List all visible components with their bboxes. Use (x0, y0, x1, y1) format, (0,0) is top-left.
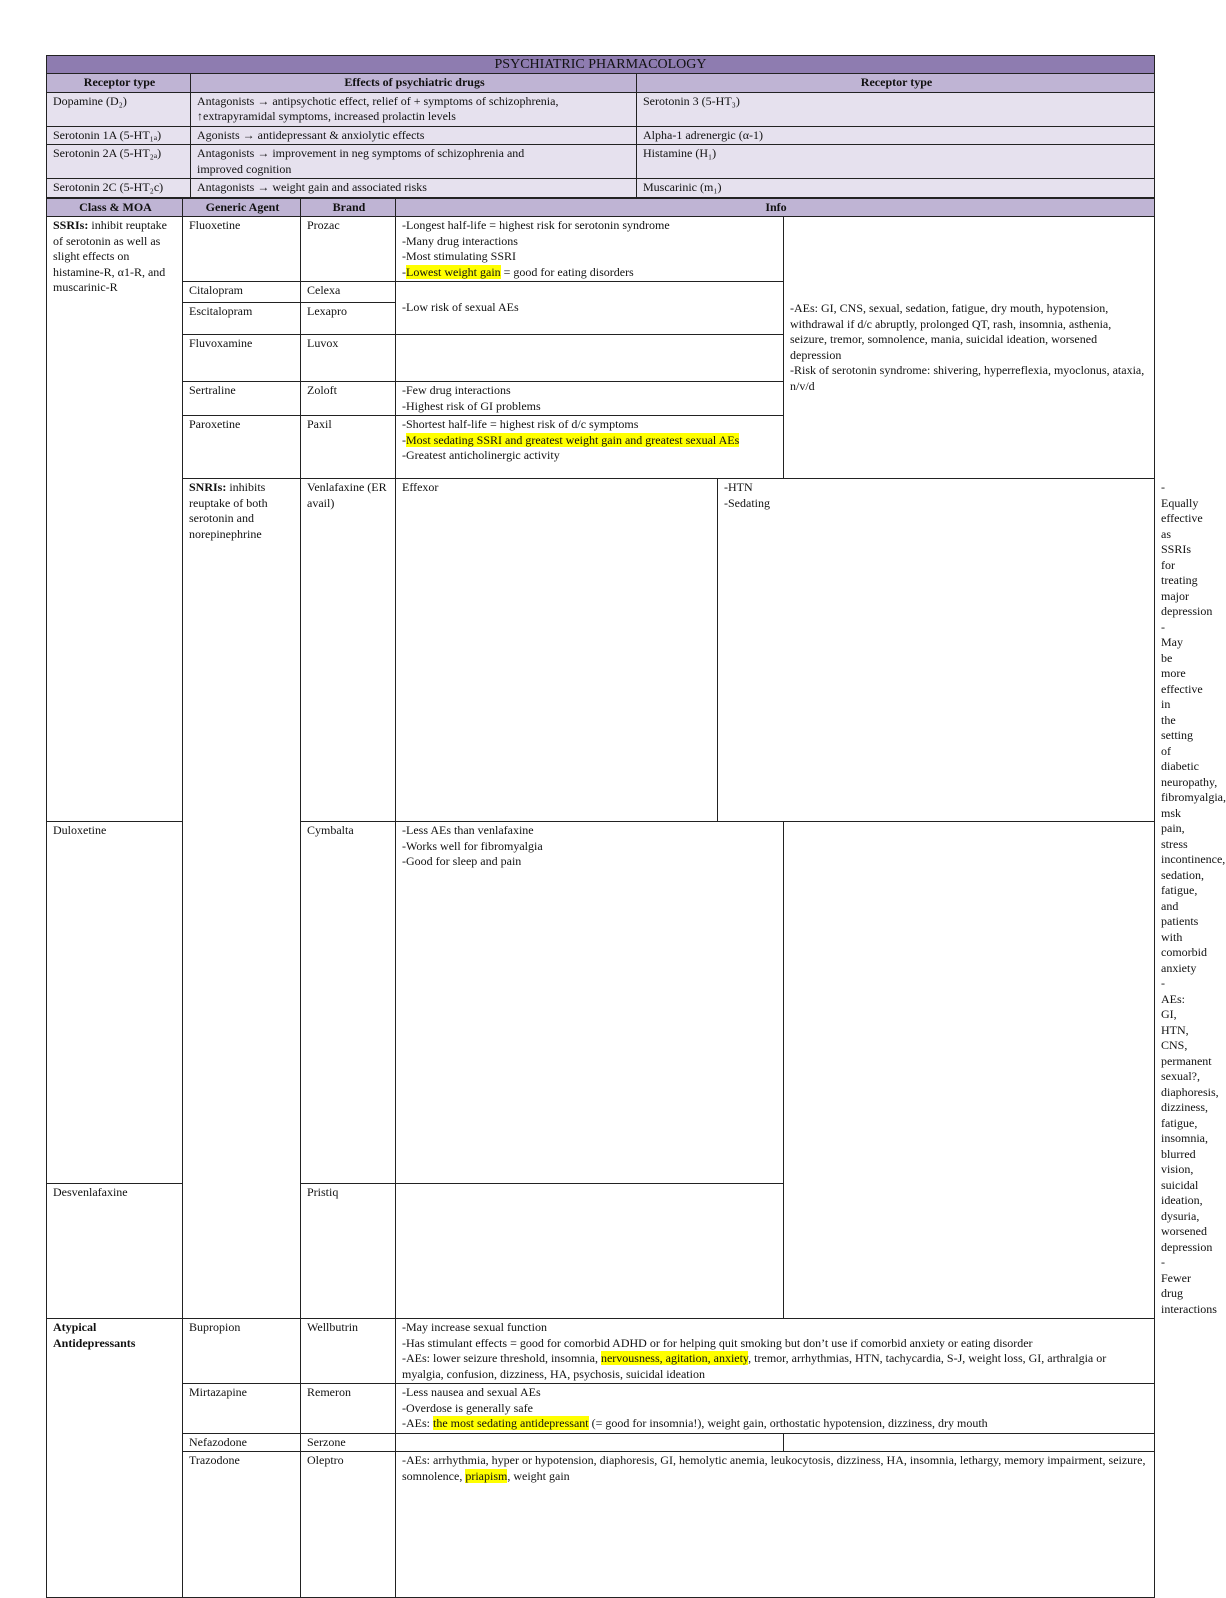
info-line (402, 1453, 1150, 1484)
receptor-effect (191, 145, 637, 179)
receptor-row (47, 179, 1155, 198)
generic-agent: Paroxetine (183, 416, 301, 479)
brand-name: Wellbutrin (301, 1319, 396, 1384)
drug-info (396, 1319, 1155, 1384)
info-text: -AEs: (402, 1416, 433, 1430)
info-line: -Risk of serotonin syndrome: shivering, hyperreflexia, myoclonus, ataxia, n/v/d (790, 363, 1150, 394)
info-line: -AEs: GI, CNS, sexual, sedation, fatigue, dry mouth, hypotension, withdrawal if d/c abruptly, prolonged QT, rash, insomnia, asthenia, seizure, tremor, somnolence, mania, suicidal ideation, worsened depression (790, 301, 1150, 363)
receptor-left: Serotonin 1A (5-HT₁ₐ) (47, 126, 191, 145)
brand-name: Oleptro (301, 1452, 396, 1598)
effect-line: Antagonists → improvement in neg symptoms of schizophrenia and (197, 146, 632, 162)
effects-header: Effects of psychiatric drugs (191, 74, 637, 93)
generic-agent: Venlafaxine (ER avail) (301, 479, 396, 822)
brand-name: Serzone (301, 1433, 396, 1452)
brand-name: Effexor (396, 479, 718, 822)
info-line (402, 1351, 1150, 1382)
info-line: -Good for sleep and pain (402, 854, 779, 870)
effect-line: Agonists → antidepressant & anxiolytic effects (197, 128, 632, 144)
receptor-header-left: Receptor type (47, 74, 191, 93)
highlight: priapism (465, 1469, 507, 1483)
brand-header: Brand (301, 198, 396, 217)
generic-header: Generic Agent (183, 198, 301, 217)
info-line: -Few drug interactions (402, 383, 779, 399)
brand-name: Zoloft (301, 382, 396, 416)
receptor-row (47, 126, 1155, 145)
effect-line: Antagonists → antipsychotic effect, relief of + symptoms of schizophrenia, (197, 94, 632, 110)
receptor-right: Muscarinic (m₁) (637, 179, 1155, 198)
receptor-table (46, 55, 1155, 198)
generic-agent: Fluoxetine (183, 217, 301, 282)
info-line: -Works well for fibromyalgia (402, 839, 779, 855)
drug-info (718, 479, 1155, 822)
info-header: Info (396, 198, 1155, 217)
receptor-right: Serotonin 3 (5-HT₃) (637, 92, 1155, 126)
info-text: , tremor, arrhythmias, HTN, tachycardia, S-J, weight loss, GI, arthralgia or myalgia, confusion, dizziness, HA, psychosis, suicidal ideation (402, 1351, 1106, 1381)
class-name: SNRIs: (189, 480, 226, 494)
info-line: -Most stimulating SSRI (402, 249, 779, 265)
drug-info (396, 335, 784, 382)
info-line: -Shortest half-life = highest risk of d/c symptoms (402, 417, 779, 433)
pharmacology-sheet (46, 55, 1154, 1598)
drug-table: Class & MOA Generic Agent Brand Info SSRIs: inhibit reuptake of serotonin as well as slight effects on histamine-R, α1-R, and muscarinic-R Fluoxetine Prozac -Longest half-life = highest risk for serotonin syndrome -Many drug interactions -Most stimulating SSRI -Lowest weight gain = good for eating disorders -AEs: GI, CNS, sexual, sedation, fatigue, dry mouth, hypotension, withdrawal if d/c abruptly, prolonged QT, rash, insomnia, asthenia, seizure, tremor, somnolence, mania, suicidal ideation, worsened depression -Risk of serotonin syndrome: shivering, hyperreflexia, myoclonus, ataxia, n/v/d Citalopram Celexa -Low risk of sexual AEs Escitalopram Lexapro Fluvoxamine Luvox Sertraline Zoloft -Few drug interactions -Highest risk of GI problems Paroxetine Paxil -Shortest half-life = highest risk of d/c symptoms -Most sedating SSRI and greatest weight gain and greatest sexual AEs -Greatest anticholinergic activity SNRIs: inhibits reuptake of both serotonin and norepinephrine Venlafaxine (ER avail) Effexor -HTN -Sedating -Equally effective as SSRIs for treating major depression -May be more effective in the setting of diabetic neuropathy, fibromyalgia, msk pain, stress incontinence, sedation, fatigue, and patients with comorbid anxiety -AEs: GI, HTN, CNS, permanent sexual?, diaphoresis, dizziness, fatigue, insomnia, blurred vision, suicidal ideation, dysuria, worsened depression -Fewer drug interactions Duloxetine Cymbalta -Less AEs than venlafaxine -Works well for fibromyalgia -Good for sleep and pain Desvenlafaxine Pristiq Atypical Antidepressants Bupropion Wellbutrin -May increase sexual function -Has stimulant effects = good for comorbid ADHD or for helping quit smoking but don’t use if comorbid anxiety or eating disorder -AEs: lower seizure threshold, insomnia, nervousness, agitation, anxiety, tremor, arrhythmias, HTN, tachycardia, S-J, weight loss, GI, arthralgia or myalgia, confusion, dizziness, HA, psychosis, suicidal ideation Mirtazapine Remeron -Less nausea and sexual AEs -Overdose is generally safe -AEs: the most sedating antidepressant (= good for insomnia!), weight gain, orthostatic hypotension, dizziness, dry mouth Nefazodone Serzone Trazodone Oleptro -AEs: arrhythmia, hyper or hypotension, diaphoresis, GI, hemolytic anemia, leukocytosis, dizziness, HA, insomnia, lethargy, memory impairment, seizure, somnolence, priapism, weight gain (46, 198, 1155, 1598)
receptor-right: Alpha-1 adrenergic (α-1) (637, 126, 1155, 145)
receptor-effect (191, 126, 637, 145)
brand-name: Pristiq (301, 1183, 396, 1318)
class-header: Class & MOA (47, 198, 183, 217)
effect-line: improved cognition (197, 162, 632, 178)
class-desc: inhibit reuptake of serotonin as well as slight effects on histamine-R, α1-R, and muscarinic-R (53, 218, 167, 294)
generic-agent: Mirtazapine (183, 1384, 301, 1434)
brand-name: Remeron (301, 1384, 396, 1434)
generic-agent: Sertraline (183, 382, 301, 416)
brand-name: Celexa (301, 282, 396, 303)
generic-agent: Bupropion (183, 1319, 301, 1384)
class-name: Atypical Antidepressants (53, 1320, 135, 1350)
drug-info (396, 416, 784, 479)
brand-name: Luvox (301, 335, 396, 382)
info-line: -Most sedating SSRI and greatest weight gain and greatest sexual AEs (402, 433, 779, 449)
drug-info (396, 217, 784, 282)
drug-info: -Low risk of sexual AEs (396, 282, 784, 335)
receptor-effect (191, 92, 637, 126)
atypical-class-cell (47, 1319, 183, 1598)
info-line: -Overdose is generally safe (402, 1401, 1150, 1417)
info-line: -Highest risk of GI problems (402, 399, 779, 415)
info-text: -AEs: arrhythmia, hyper or hypotension, diaphoresis, GI, hemolytic anemia, leukocytosis, dizziness, HA, insomnia, lethargy, memory impairment, seizure, somnolence, (402, 1453, 1146, 1483)
drug-info (396, 1384, 1155, 1434)
generic-agent: Desvenlafaxine (47, 1183, 183, 1318)
drug-info (396, 1183, 784, 1318)
info-line: -Many drug interactions (402, 234, 779, 250)
receptor-right: Histamine (H₁) (637, 145, 1155, 179)
receptor-left: Serotonin 2A (5-HT₂ₐ) (47, 145, 191, 179)
highlight: Lowest weight gain (406, 265, 501, 279)
generic-agent: Fluvoxamine (183, 335, 301, 382)
page-title: PSYCHIATRIC PHARMACOLOGY (47, 56, 1155, 74)
info-line: -Sedating (724, 496, 1150, 512)
brand-name: Cymbalta (301, 822, 396, 1184)
generic-agent: Nefazodone (183, 1433, 301, 1452)
info-line: -Lowest weight gain = good for eating disorders (402, 265, 779, 281)
receptor-left: Dopamine (D₂) (47, 92, 191, 126)
drug-info-extra (784, 1433, 1155, 1452)
info-line (402, 1416, 1150, 1432)
receptor-row (47, 92, 1155, 126)
receptor-left: Serotonin 2C (5-HT₂c) (47, 179, 191, 198)
info-text: = good for eating disorders (501, 265, 634, 279)
class-name: SSRIs: (53, 218, 88, 232)
generic-agent: Trazodone (183, 1452, 301, 1598)
drug-info (396, 822, 784, 1184)
info-line: -May increase sexual function (402, 1320, 1150, 1336)
highlight: the most sedating antidepressant (433, 1416, 589, 1430)
drug-info (396, 382, 784, 416)
brand-name: Prozac (301, 217, 396, 282)
brand-name: Paxil (301, 416, 396, 479)
effect-line: ↑extrapyramidal symptoms, increased prolactin levels (197, 109, 632, 125)
ssri-shared-info (784, 217, 1155, 479)
receptor-row (47, 145, 1155, 179)
drug-info (396, 1433, 784, 1452)
info-line: -Has stimulant effects = good for comorbid ADHD or for helping quit smoking but don’t use if comorbid anxiety or eating disorder (402, 1336, 1150, 1352)
info-text: (= good for insomnia!), weight gain, orthostatic hypotension, dizziness, dry mouth (589, 1416, 988, 1430)
generic-agent: Duloxetine (47, 822, 183, 1184)
effect-line: Antagonists → weight gain and associated risks (197, 180, 632, 196)
generic-agent: Escitalopram (183, 303, 301, 335)
drug-info (396, 1452, 1155, 1598)
receptor-effect (191, 179, 637, 198)
highlight: nervousness, agitation, anxiety (601, 1351, 748, 1365)
generic-agent: Citalopram (183, 282, 301, 303)
receptor-header-right: Receptor type (637, 74, 1155, 93)
snri-class-cell (183, 479, 301, 1319)
info-line: -HTN (724, 480, 1150, 496)
info-text: -AEs: lower seizure threshold, insomnia, (402, 1351, 601, 1365)
info-line: -Less nausea and sexual AEs (402, 1385, 1150, 1401)
info-line: -Less AEs than venlafaxine (402, 823, 779, 839)
brand-name: Lexapro (301, 303, 396, 335)
class-desc: inhibits reuptake of both serotonin and norepinephrine (189, 480, 268, 541)
info-text: , weight gain (507, 1469, 569, 1483)
ssri-class-cell (47, 217, 183, 822)
highlight: Most sedating SSRI and greatest weight gain and greatest sexual AEs (406, 433, 739, 447)
info-line: -Longest half-life = highest risk for serotonin syndrome (402, 218, 779, 234)
info-line: -Greatest anticholinergic activity (402, 448, 779, 464)
